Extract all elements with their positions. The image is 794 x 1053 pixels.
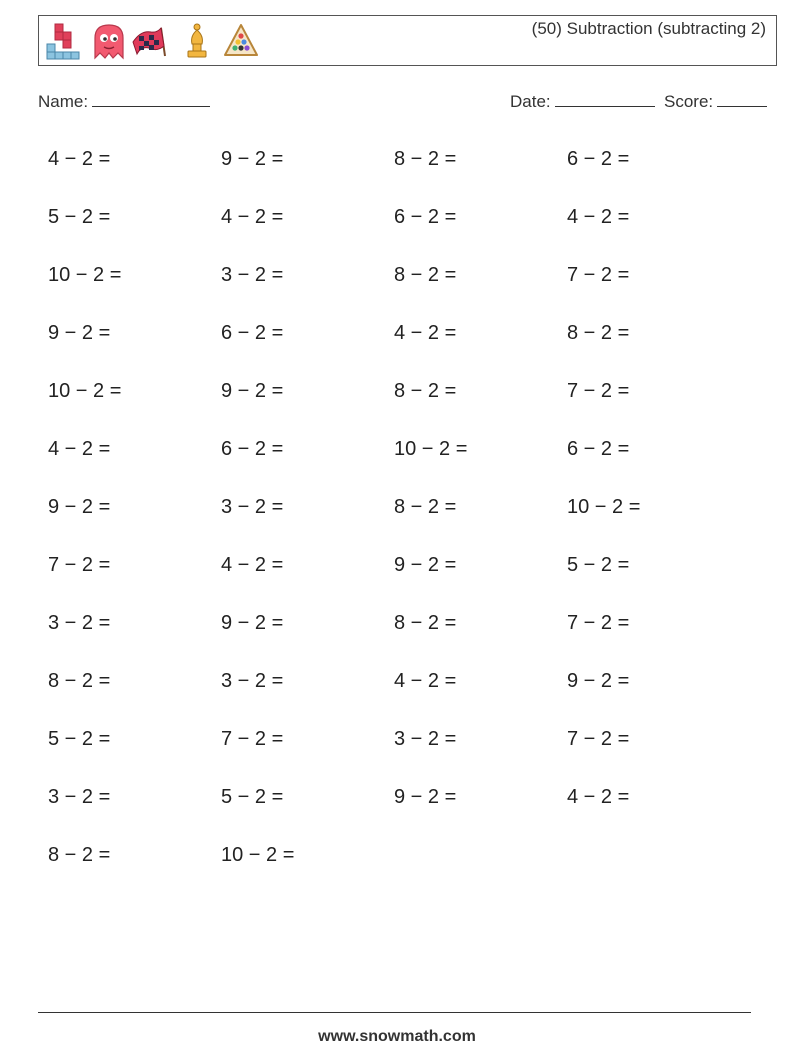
name-field <box>38 92 210 112</box>
problem-item: 8 − 2 = <box>48 670 111 692</box>
problem-item: 9 − 2 = <box>221 148 284 170</box>
date-field <box>510 92 655 112</box>
problem-item: 7 − 2 = <box>567 380 630 402</box>
problem-item: 4 − 2 = <box>221 554 284 576</box>
score-blank <box>717 92 767 107</box>
problem-item: 10 − 2 = <box>394 438 468 460</box>
problem-item: 3 − 2 = <box>48 786 111 808</box>
problem-item: 3 − 2 = <box>221 264 284 286</box>
problem-item: 6 − 2 = <box>567 438 630 460</box>
problem-item: 10 − 2 = <box>221 844 295 866</box>
header-box <box>38 15 777 66</box>
racing-flag-icon <box>131 22 167 60</box>
problem-item: 4 − 2 = <box>48 438 111 460</box>
problem-item: 8 − 2 = <box>394 496 457 518</box>
worksheet-title: (50) Subtraction (subtracting 2) <box>531 19 766 38</box>
problem-item: 9 − 2 = <box>567 670 630 692</box>
problem-item: 7 − 2 = <box>567 264 630 286</box>
problem-item: 8 − 2 = <box>394 380 457 402</box>
problem-item: 4 − 2 = <box>567 206 630 228</box>
problem-item: 3 − 2 = <box>221 670 284 692</box>
problem-item: 8 − 2 = <box>48 844 111 866</box>
tetris-blocks-icon <box>45 22 81 60</box>
chess-bishop-icon <box>179 22 215 60</box>
problem-item: 4 − 2 = <box>48 148 111 170</box>
problem-item: 9 − 2 = <box>48 496 111 518</box>
problem-item: 9 − 2 = <box>221 612 284 634</box>
ghost-icon <box>91 22 127 60</box>
problem-item: 4 − 2 = <box>221 206 284 228</box>
score-field <box>664 92 767 112</box>
problem-item: 6 − 2 = <box>567 148 630 170</box>
problem-item: 8 − 2 = <box>394 612 457 634</box>
problem-item: 3 − 2 = <box>48 612 111 634</box>
problem-item: 5 − 2 = <box>221 786 284 808</box>
problem-item: 8 − 2 = <box>394 148 457 170</box>
date-label: Date: <box>510 92 551 111</box>
problem-item: 10 − 2 = <box>48 264 122 286</box>
footer-url: www.snowmath.com <box>318 1028 476 1045</box>
problem-item: 5 − 2 = <box>48 206 111 228</box>
problem-item: 9 − 2 = <box>221 380 284 402</box>
problem-item: 7 − 2 = <box>567 612 630 634</box>
problem-item: 4 − 2 = <box>394 670 457 692</box>
problem-item: 7 − 2 = <box>48 554 111 576</box>
footer-divider <box>38 1012 751 1013</box>
name-label: Name: <box>38 92 89 111</box>
billiards-rack-icon <box>223 22 259 60</box>
problem-item: 10 − 2 = <box>567 496 641 518</box>
problem-item: 9 − 2 = <box>48 322 111 344</box>
problem-item: 5 − 2 = <box>567 554 630 576</box>
problem-item: 8 − 2 = <box>394 264 457 286</box>
problem-item: 7 − 2 = <box>221 728 284 750</box>
problem-item: 3 − 2 = <box>394 728 457 750</box>
problem-item: 6 − 2 = <box>221 438 284 460</box>
problem-item: 4 − 2 = <box>394 322 457 344</box>
date-blank <box>555 92 655 107</box>
problem-item: 10 − 2 = <box>48 380 122 402</box>
name-blank <box>92 92 210 107</box>
problem-item: 6 − 2 = <box>221 322 284 344</box>
score-label: Score: <box>664 92 714 111</box>
problem-item: 3 − 2 = <box>221 496 284 518</box>
problem-item: 7 − 2 = <box>567 728 630 750</box>
problem-item: 9 − 2 = <box>394 786 457 808</box>
problem-item: 9 − 2 = <box>394 554 457 576</box>
problem-item: 8 − 2 = <box>567 322 630 344</box>
problem-item: 4 − 2 = <box>567 786 630 808</box>
problem-item: 5 − 2 = <box>48 728 111 750</box>
problem-item: 6 − 2 = <box>394 206 457 228</box>
